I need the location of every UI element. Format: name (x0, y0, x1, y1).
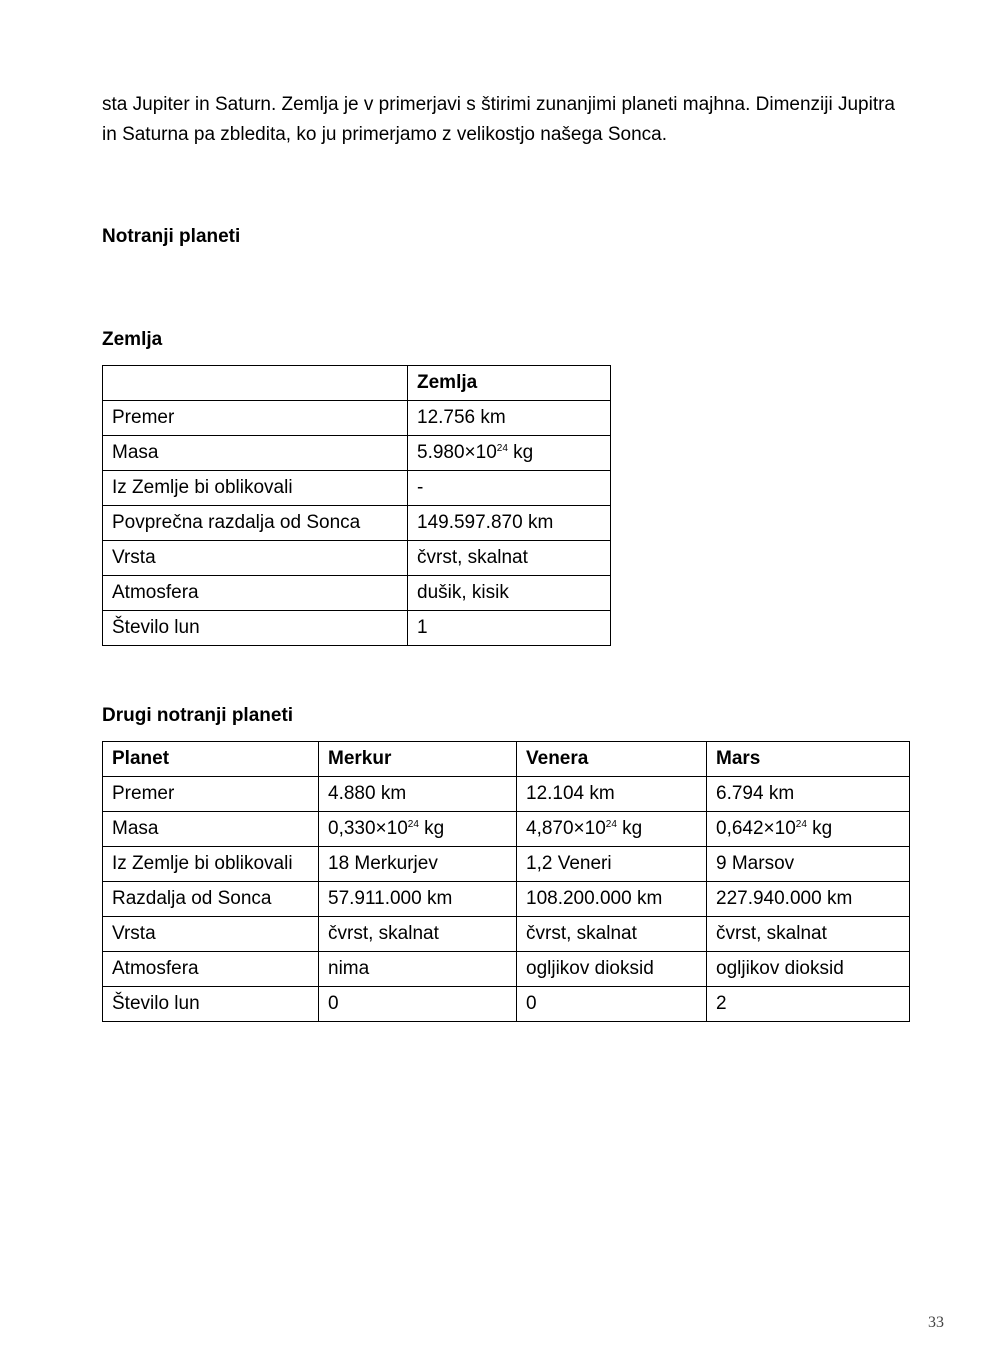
row-value: čvrst, skalnat (408, 541, 611, 576)
cell-merkur: 18 Merkurjev (319, 847, 517, 882)
cell-mars: 2 (707, 987, 910, 1022)
intro-line-1: sta Jupiter in Saturn. Zemlja je v primerjavi s štirimi zunanjimi planeti majhna. Dimenziji Jupitra (102, 94, 895, 115)
cell-merkur: nima (319, 952, 517, 987)
cell-mars: 9 Marsov (707, 847, 910, 882)
table-row (103, 436, 611, 471)
cell-venera: 0 (517, 987, 707, 1022)
table-row (103, 471, 611, 506)
cell-merkur: 0 (319, 987, 517, 1022)
row-label: Premer (103, 777, 319, 812)
earth-table-title: Zemlja (102, 329, 163, 350)
earth-header-empty (103, 366, 408, 401)
header-merkur: Merkur (319, 742, 517, 777)
table-row (103, 812, 910, 847)
table-row (103, 611, 611, 646)
row-value: - (408, 471, 611, 506)
row-label: Masa (103, 812, 319, 847)
section-title: Notranji planeti (102, 226, 241, 247)
intro-paragraph (102, 90, 922, 150)
other-planets-table (102, 741, 910, 1022)
cell-venera: čvrst, skalnat (517, 917, 707, 952)
mass-unit: kg (507, 442, 534, 463)
table-row (103, 576, 611, 611)
mass-exponent: 24 (407, 819, 419, 830)
row-value: dušik, kisik (408, 576, 611, 611)
cell-mars (707, 812, 910, 847)
mass-mantissa: 5.980×10 (417, 442, 497, 463)
table-row (103, 506, 611, 541)
cell-merkur: čvrst, skalnat (319, 917, 517, 952)
row-value: 12.756 km (408, 401, 611, 436)
cell-mars: 227.940.000 km (707, 882, 910, 917)
row-label: Število lun (103, 987, 319, 1022)
cell-venera: 1,2 Veneri (517, 847, 707, 882)
mass-unit: kg (806, 818, 833, 839)
row-label: Atmosfera (103, 952, 319, 987)
table-row (103, 882, 910, 917)
cell-venera: ogljikov dioksid (517, 952, 707, 987)
cell-mars: ogljikov dioksid (707, 952, 910, 987)
header-planet: Planet (103, 742, 319, 777)
cell-merkur: 57.911.000 km (319, 882, 517, 917)
other-planets-table-title: Drugi notranji planeti (102, 705, 294, 726)
row-label: Premer (103, 401, 408, 436)
row-label: Povprečna razdalja od Sonca (103, 506, 408, 541)
row-label: Iz Zemlje bi oblikovali (103, 847, 319, 882)
mass-exponent: 24 (496, 443, 508, 454)
cell-venera: 12.104 km (517, 777, 707, 812)
header-venera: Venera (517, 742, 707, 777)
cell-venera (517, 812, 707, 847)
mass-exponent: 24 (795, 819, 807, 830)
cell-merkur (319, 812, 517, 847)
cell-mars: 6.794 km (707, 777, 910, 812)
row-value: 149.597.870 km (408, 506, 611, 541)
earth-header-zemlja: Zemlja (408, 366, 611, 401)
row-label: Atmosfera (103, 576, 408, 611)
page-number: 33 (928, 1314, 944, 1331)
mass-mantissa: 0,642×10 (716, 818, 796, 839)
table-row (103, 401, 611, 436)
row-label: Masa (103, 436, 408, 471)
mass-exponent: 24 (605, 819, 617, 830)
table-row (103, 847, 910, 882)
row-label: Število lun (103, 611, 408, 646)
cell-mars: čvrst, skalnat (707, 917, 910, 952)
cell-venera: 108.200.000 km (517, 882, 707, 917)
row-label: Razdalja od Sonca (103, 882, 319, 917)
mass-mantissa: 0,330×10 (328, 818, 408, 839)
row-label: Vrsta (103, 541, 408, 576)
intro-line-2: in Saturna pa zbledita, ko ju primerjamo z velikostjo našega Sonca. (102, 124, 668, 145)
mass-unit: kg (616, 818, 643, 839)
other-planets-header-row (103, 742, 910, 777)
table-row (103, 952, 910, 987)
header-mars: Mars (707, 742, 910, 777)
row-value: 1 (408, 611, 611, 646)
row-value (408, 436, 611, 471)
table-row (103, 987, 910, 1022)
mass-mantissa: 4,870×10 (526, 818, 606, 839)
row-label: Vrsta (103, 917, 319, 952)
earth-table (102, 365, 611, 646)
mass-unit: kg (418, 818, 445, 839)
table-row (103, 777, 910, 812)
earth-table-header-row (103, 366, 611, 401)
table-row (103, 541, 611, 576)
table-row (103, 917, 910, 952)
row-label: Iz Zemlje bi oblikovali (103, 471, 408, 506)
cell-merkur: 4.880 km (319, 777, 517, 812)
